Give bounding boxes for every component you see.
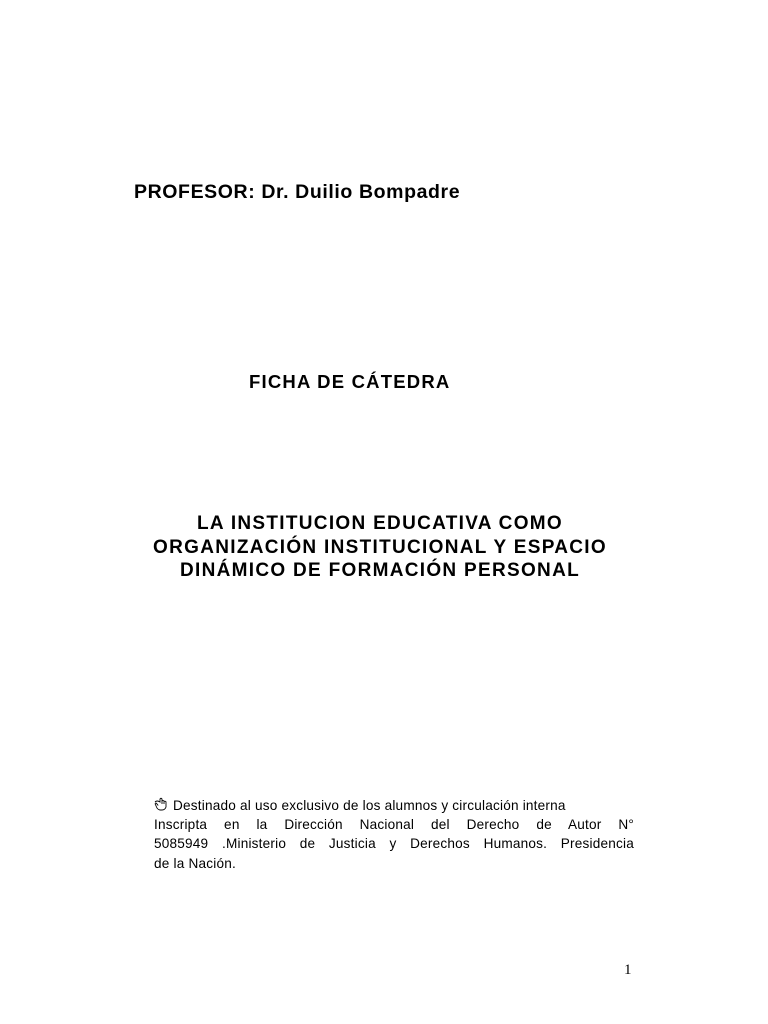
notice-line-first <box>154 796 634 815</box>
notice-line: 5085949 .Ministerio de Justicia y Derechos Humanos. Presidencia <box>154 836 634 852</box>
document-title <box>120 512 640 583</box>
author-line: PROFESOR: Dr. Duilio Bompadre <box>134 181 461 203</box>
page-number: 1 <box>624 962 632 978</box>
title-line: LA INSTITUCION EDUCATIVA COMO <box>197 513 563 534</box>
title-line: DINÁMICO DE FORMACIÓN PERSONAL <box>180 560 580 581</box>
usage-notice <box>154 796 634 873</box>
notice-text: Destinado al uso exclusivo de los alumnos y circulación interna <box>173 798 566 813</box>
notice-line: Inscripta en la Dirección Nacional del Derecho de Autor N° <box>154 817 634 833</box>
hand-pointer-icon <box>154 797 170 811</box>
notice-line: de la Nación. <box>154 855 236 871</box>
title-line: ORGANIZACIÓN INSTITUCIONAL Y ESPACIO <box>153 536 607 558</box>
document-type-heading: FICHA DE CÁTEDRA <box>249 371 451 392</box>
